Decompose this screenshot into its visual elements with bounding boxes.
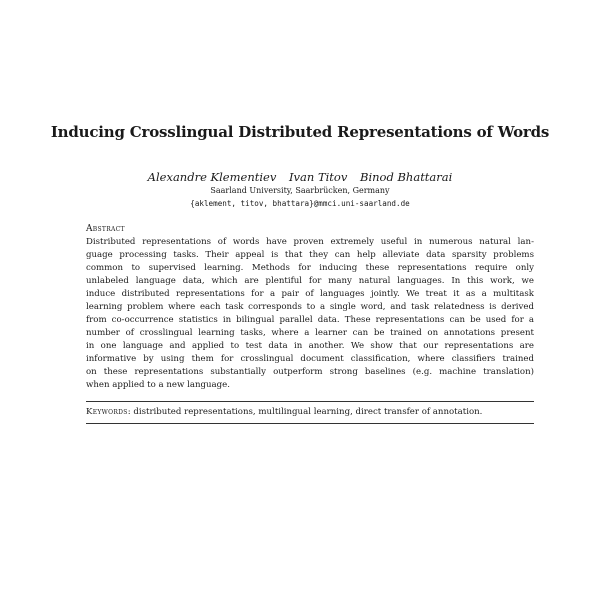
author-emails: {aklement, titov, bhattara}@mmci.uni-saarland.de bbox=[190, 199, 410, 208]
author-name: Binod Bhattarai bbox=[360, 170, 453, 184]
abstract-heading: Abstract bbox=[86, 224, 125, 234]
abstract-line: number of crosslingual learning tasks, where a learner can be trained on annotations present bbox=[86, 328, 534, 338]
author-affiliation: Saarland University, Saarbrücken, Germany bbox=[210, 186, 390, 195]
keywords-heading: Keywords bbox=[86, 407, 128, 417]
keywords-line bbox=[86, 407, 534, 417]
paper-title: Inducing Crosslingual Distributed Representations of Words bbox=[50, 123, 550, 141]
abstract-text bbox=[86, 236, 534, 392]
abstract-line: informative by using them for crosslingual document classification, where classifiers trained bbox=[86, 354, 534, 364]
abstract-line: from co-occurrence statistics in bilingual parallel data. These representations can be used for a bbox=[86, 315, 534, 325]
abstract-line: when applied to a new language. bbox=[86, 380, 230, 390]
author-name: Alexandre Klementiev bbox=[147, 170, 277, 184]
keywords-colon: : bbox=[127, 407, 134, 417]
author-list bbox=[0, 170, 600, 184]
abstract-line: common to supervised learning. Methods for inducing these representations require only bbox=[86, 263, 534, 273]
abstract-line: in one language and applied to test data in another. We show that our representations are bbox=[86, 341, 534, 351]
abstract-line: learning problem where each task corresponds to a single word, and task relatedness is derived bbox=[86, 302, 534, 312]
keywords-rule-bottom bbox=[86, 423, 534, 424]
abstract-line: on these representations substantially outperform strong baselines (e.g. machine translation) bbox=[86, 367, 534, 377]
abstract-line: guage processing tasks. Their appeal is that they can help alleviate data sparsity problems bbox=[86, 250, 534, 260]
abstract-line: unlabeled language data, which are plentiful for many natural languages. In this work, we bbox=[86, 276, 534, 286]
abstract-line: induce distributed representations for a pair of languages jointly. We treat it as a multitask bbox=[86, 289, 534, 299]
keywords-rule-top bbox=[86, 401, 534, 402]
keywords-text: distributed representations, multilingual learning, direct transfer of annotation. bbox=[133, 407, 483, 417]
abstract-line: Distributed representations of words have proven extremely useful in numerous natural lan- bbox=[86, 237, 534, 247]
author-name: Ivan Titov bbox=[288, 170, 348, 184]
